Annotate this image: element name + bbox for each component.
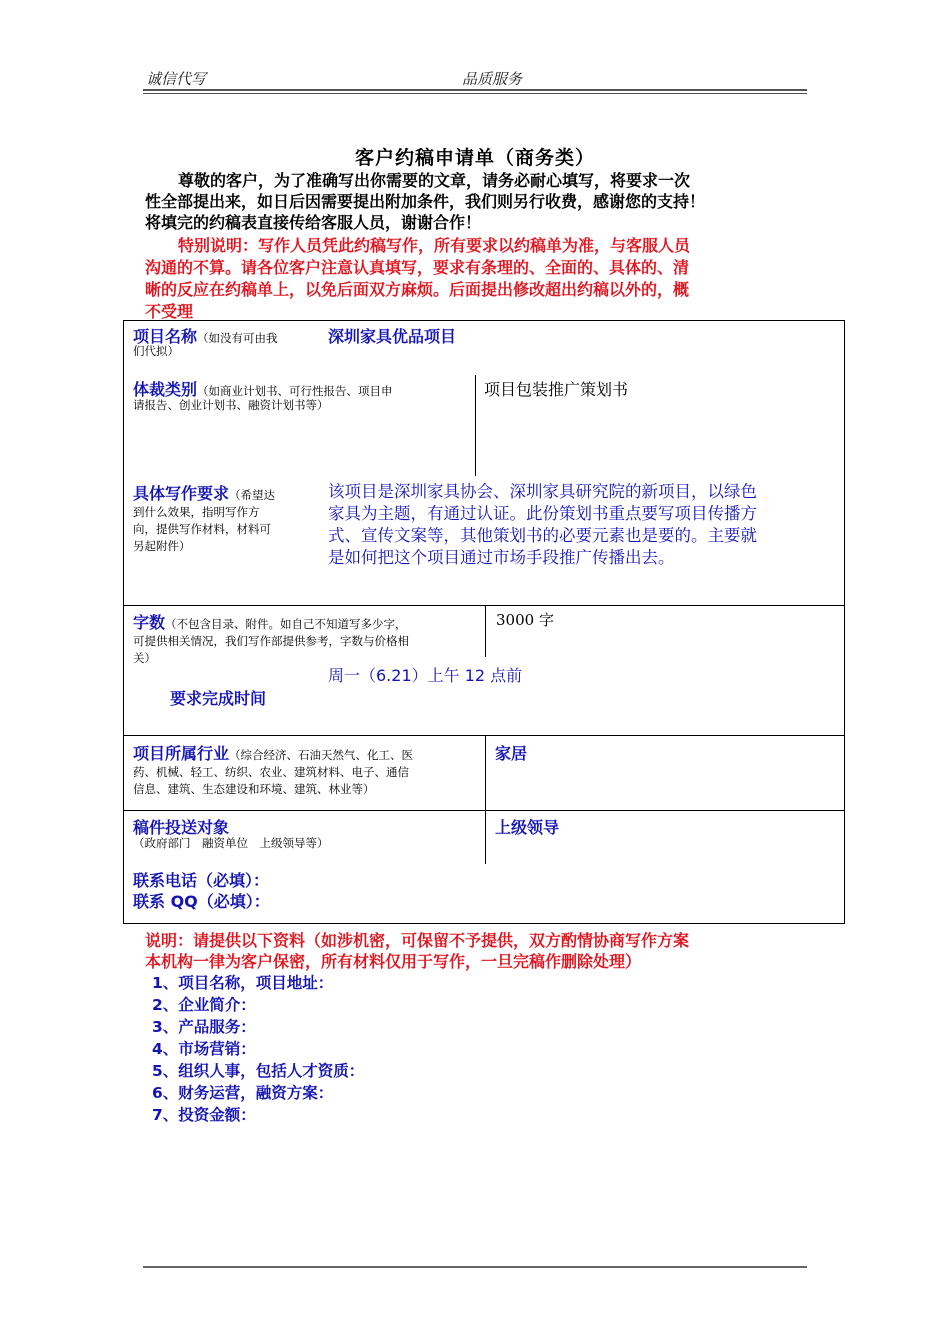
industry-value[interactable]: 家居 — [495, 744, 528, 763]
project-name-value[interactable]: 深圳家具优品项目 — [328, 327, 457, 346]
target-hint: （政府部门 融资单位 上级领导等） — [133, 836, 329, 850]
word-count-hint-1: （不包含目录、附件。如自己不知道写多少字， — [165, 617, 407, 631]
special-note-line-4: 不受理 — [145, 302, 194, 321]
project-name-hint-2: 们代拟） — [133, 344, 179, 358]
requirements-value-line-3: 式、宣传文案等，其他策划书的必要元素也是要的。主要就 — [328, 526, 757, 545]
requirements-hint-1: （希望达 — [229, 488, 276, 502]
divider-industry-vertical — [485, 736, 486, 810]
special-note-line-2: 沟通的不算。请各位客户注意认真填写，要求有条理的、全面的、具体的、清 — [145, 258, 690, 277]
divider-wordcount-vertical — [485, 605, 486, 657]
phone-label[interactable]: 联系电话（必填）： — [133, 871, 270, 890]
requirements-value-line-2: 家具为主题，有通过认证。此份策划书重点要写项目传播方 — [328, 504, 757, 523]
project-name-hint-1: （如没有可由我 — [197, 331, 278, 345]
project-name-label: 项目名称 — [133, 327, 198, 346]
divider-target-vertical — [485, 811, 486, 864]
header-left-text: 诚信代写 — [146, 70, 207, 88]
requirements-hint-2: 到什么效果，指明写作方 — [133, 505, 260, 519]
requirements-value-line-1: 该项目是深圳家具协会、深圳家具研究院的新项目，以绿色 — [328, 482, 757, 501]
target-label: 稿件投送对象 — [133, 818, 230, 837]
footer-note-line-2: 本机构一律为客户保密，所有材料仅用于写作，一旦完稿作删除处理） — [145, 952, 642, 971]
header-rule-thin — [143, 93, 807, 94]
industry-hint-2: 药、机械、轻工、纺织、农业、建筑材料、电子、通信 — [133, 765, 409, 779]
industry-hint-3: 信息、建筑、生态建设和环境、建筑、林业等） — [133, 782, 375, 796]
word-count-hint-3: 关） — [133, 651, 156, 665]
footer-rule — [143, 1266, 807, 1268]
requirements-hint-3: 向，提供写作材料，材料可 — [133, 522, 271, 536]
material-item-4: 4、市场营销： — [152, 1040, 256, 1058]
genre-label: 体裁类别 — [133, 380, 198, 399]
qq-label[interactable]: 联系 QQ（必填）： — [133, 892, 270, 911]
genre-hint-1: （如商业计划书、可行性报告、项目申 — [197, 384, 393, 398]
requirements-field — [133, 481, 318, 555]
requirements-label: 具体写作要求 — [133, 484, 230, 503]
genre-hint-2: 请报告、创业计划书、融资计划书等） — [133, 398, 329, 412]
header-right-text: 品质服务 — [462, 70, 523, 88]
requirements-value[interactable] — [328, 481, 843, 569]
material-item-2: 2、企业简介： — [152, 996, 256, 1014]
word-count-field — [133, 610, 483, 667]
requirements-value-line-4: 是如何把这个项目通过市场手段推广传播出去。 — [328, 548, 675, 567]
header-rule-thick — [143, 89, 807, 91]
word-count-hint-2: 可提供相关情况，我们写作部提供参考，字数与价格相 — [133, 634, 409, 648]
industry-hint-1: （综合经济、石油天然气、化工、医 — [229, 748, 414, 762]
industry-label: 项目所属行业 — [133, 744, 230, 763]
requirements-hint-4: 另起附件） — [133, 539, 191, 553]
material-item-1: 1、项目名称，项目地址： — [152, 974, 334, 992]
material-item-7: 7、投资金额： — [152, 1106, 256, 1124]
material-item-6: 6、财务运营，融资方案： — [152, 1084, 334, 1102]
industry-field — [133, 741, 483, 798]
special-note-line-3: 晰的反应在约稿单上，以免后面双方麻烦。后面提出修改超出约稿以外的，概 — [145, 280, 690, 299]
intro-line-3: 将填完的约稿表直接传给客服人员，谢谢合作！ — [145, 213, 482, 232]
special-note-line-1: 特别说明：写作人员凭此约稿写作，所有要求以约稿单为准，与客服人员 — [178, 236, 691, 255]
intro-line-2: 性全部提出来，如日后因需要提出附加条件，我们则另行收费，感谢您的支持！ — [145, 192, 706, 211]
target-value[interactable]: 上级领导 — [495, 818, 560, 837]
word-count-value[interactable]: 3000 字 — [496, 611, 554, 629]
material-item-5: 5、组织人事，包括人才资质： — [152, 1062, 365, 1080]
genre-value[interactable]: 项目包装推广策划书 — [484, 380, 629, 399]
deadline-value[interactable]: 周一（6.21）上午 12 点前 — [328, 666, 523, 685]
intro-line-1: 尊敬的客户，为了准确写出你需要的文章，请务必耐心填写，将要求一次 — [178, 171, 691, 190]
word-count-label: 字数 — [133, 613, 166, 632]
footer-note-line-1: 说明：请提供以下资料（如涉机密，可保留不予提供，双方酌情协商写作方案 — [145, 931, 690, 950]
material-item-3: 3、产品服务： — [152, 1018, 256, 1036]
deadline-label: 要求完成时间 — [170, 689, 267, 708]
page-title: 客户约稿申请单（商务类） — [354, 147, 595, 169]
